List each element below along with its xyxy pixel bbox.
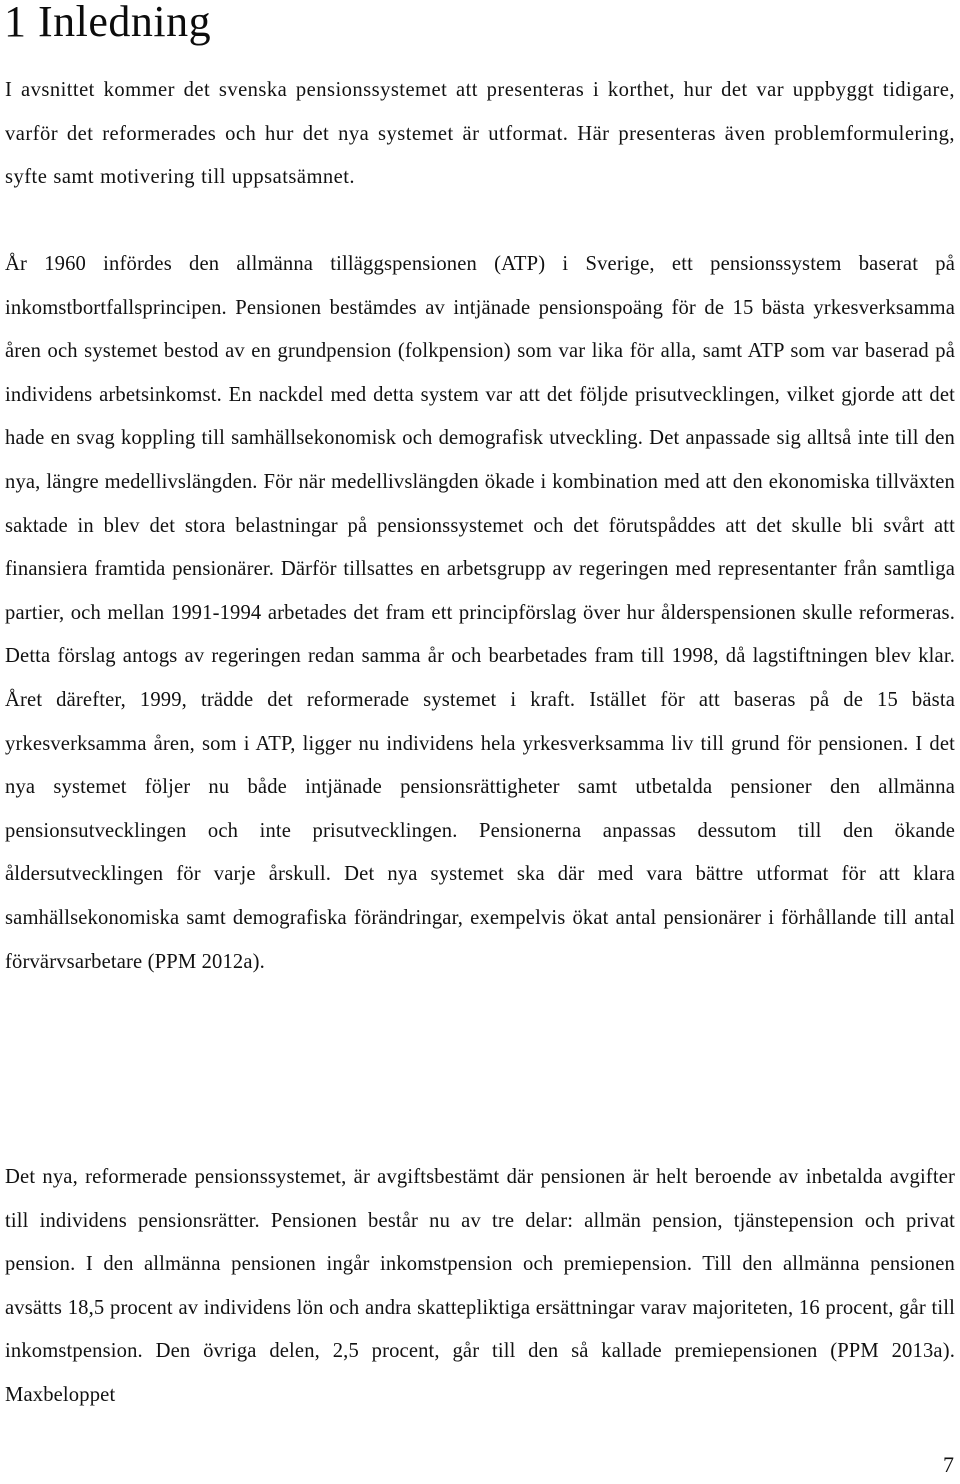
page-number: 7	[943, 1452, 954, 1477]
intro-paragraph: I avsnittet kommer det svenska pensionssystemet att presenteras i korthet, hur det var uppbyggt tidigare, varför det reformerades och hur det nya systemet är utformat. Här presenteras även problemformulering, syfte samt motivering till uppsatsämnet.	[5, 79, 955, 189]
history-paragraph: År 1960 infördes den allmänna tilläggspensionen (ATP) i Sverige, ett pensionssystem baserat på inkomstbortfallsprincipen. Pensionen bestämdes av intjänade pensionspoäng för de 15 bästa yrkesverksamma åren och systemet bestod av en grundpension (folkpension) som var lika för alla, samt ATP som var baserad på individens arbetsinkomst. En nackdel med detta system var att det följde prisutvecklingen, vilket gjorde att det hade en svag koppling till samhällsekonomisk och demografisk utveckling. Det anpassade sig alltså inte till den nya, längre medellivslängden. För när medellivslängden ökade i kombination med att den ekonomiska tillväxten saktade in blev det stora belastningar på pensionssystemet och det förutspåddes att det skulle bli svårt att finansiera framtida pensionärer. Därför tillsattes en arbetsgrupp av regeringen med representanter från samtliga partier, och mellan 1991-1994 arbetades det fram ett principförslag över hur ålderspensionen skulle reformeras. Detta förslag antogs av regeringen redan samma år och bearbetades fram till 1998, då lagstiftningen blev klar. Året därefter, 1999, trädde det reformerade systemet i kraft. Istället för att baseras på de 15 bästa yrkesverksamma åren, som i ATP, ligger nu individens hela yrkesverksamma liv till grund för pensionen. I det nya systemet följer nu både intjänade pensionsrättigheter samt utbetalda pensioner den allmänna pensionsutvecklingen och inte prisutvecklingen. Pensionerna anpassas dessutom till den ökande åldersutvecklingen för varje årskull. Det nya systemet ska där med vara bättre utformat för att klara samhällsekonomiska samt demografiska förändringar, exempelvis ökat antal pensionärer i förhållande till antal förvärvsarbetare (PPM 2012a).	[5, 253, 955, 973]
chapter-heading: 1 Inledning	[4, 0, 212, 46]
pension-structure-paragraph: Det nya, reformerade pensionssystemet, är avgiftsbestämt där pensionen är helt beroende av inbetalda avgifter till individens pensionsrätter. Pensionen består nu av tre delar: allmän pension, tjänstepension och privat pension. I den allmänna pensionen ingår inkomstpension och premiepension. Till den allmänna pensionen avsätts 18,5 procent av individens lön och andra skattepliktiga ersättningar varav majoriteten, 16 procent, går till inkomstpension. Den övriga delen, 2,5 procent, går till den så kallade premiepensionen (PPM 2013a). Maxbeloppet	[5, 1166, 955, 1406]
